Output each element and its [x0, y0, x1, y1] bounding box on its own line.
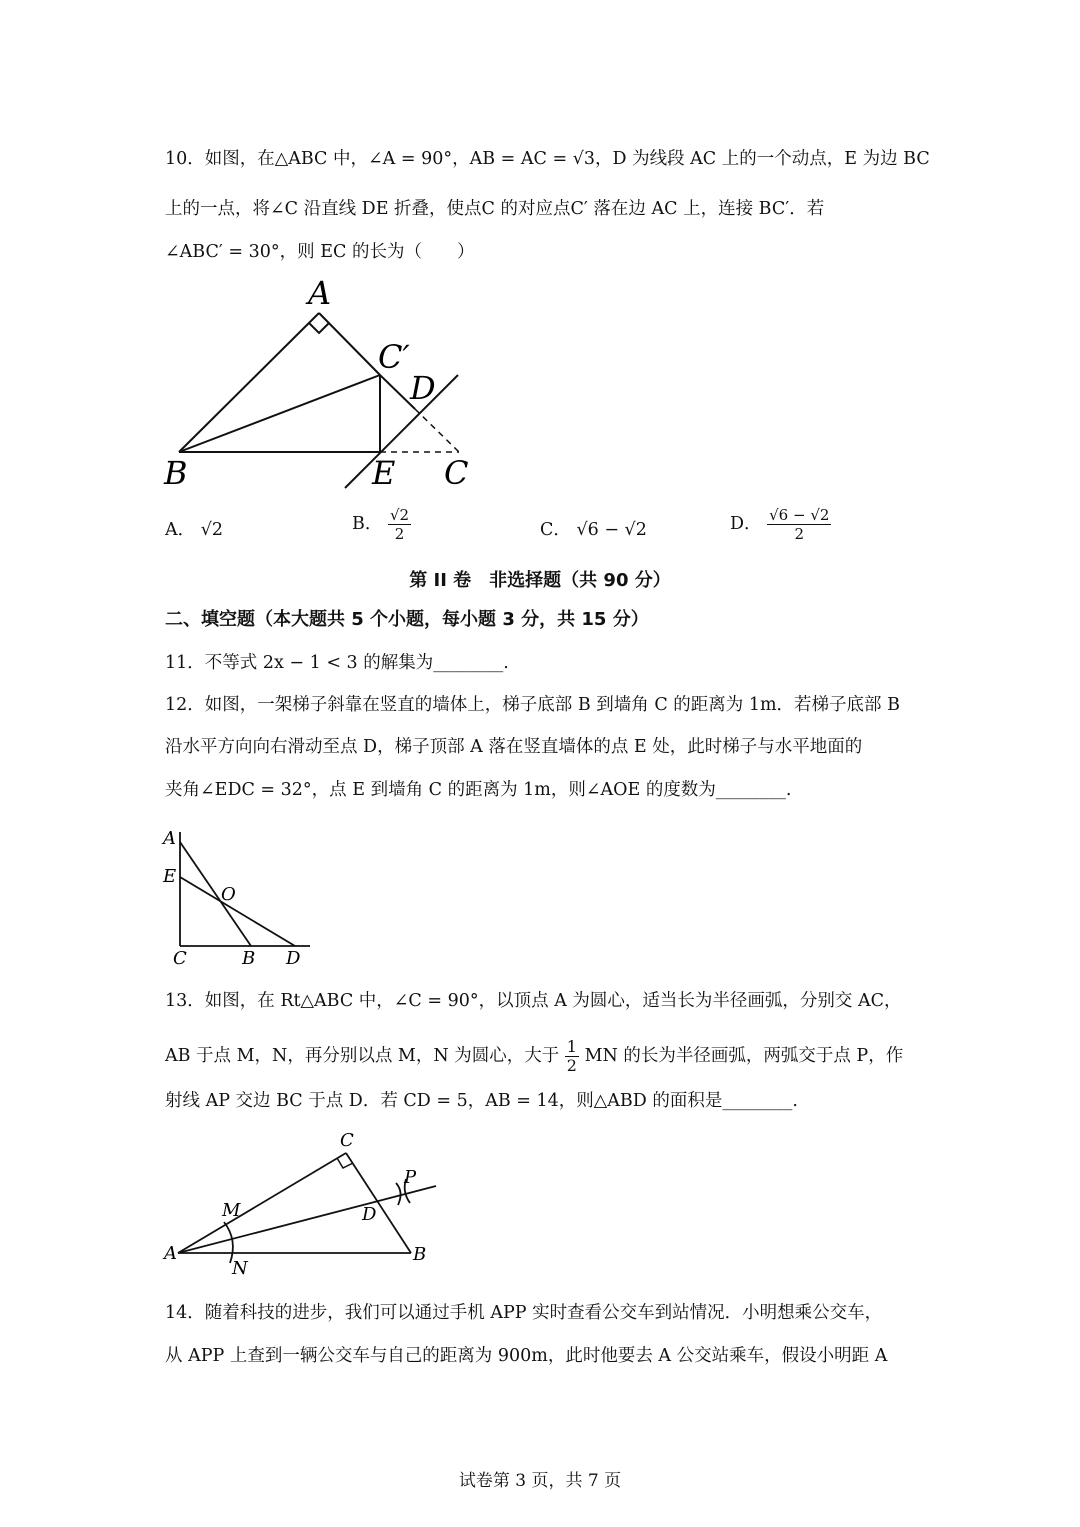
q13-label-d: D — [362, 1204, 377, 1225]
q14-line-1: 14．随着科技的进步，我们可以通过手机 APP 实时查看公交车到站情况．小明想乘公交车， — [165, 1303, 883, 1323]
q10-option-b-label: B． — [352, 514, 383, 534]
q10-right-angle-mark — [309, 323, 329, 333]
q10-option-b-denominator: 2 — [394, 525, 405, 543]
q12-ladder-ed — [180, 877, 295, 946]
q10-figure — [160, 278, 490, 493]
q13-fraction-half — [565, 1038, 579, 1075]
q10-segment-bc-prime — [179, 375, 380, 452]
q12-line-2: 沿水平方向向右滑动至点 D，梯子顶部 A 落在竖直墙体的点 E 处，此时梯子与水平地面的 — [165, 737, 863, 757]
q13-figure — [158, 1128, 448, 1283]
q13-label-n: N — [232, 1258, 248, 1279]
q10-dashed-dc — [415, 409, 459, 452]
q13-segment-cb — [346, 1153, 411, 1253]
q13-label-b: B — [413, 1244, 427, 1265]
q12-ladder-ab — [180, 842, 251, 946]
q13-fraction-numerator: 1 — [566, 1037, 577, 1056]
q12-line-1: 12．如图，一架梯子斜靠在竖直的墙体上，梯子底部 B 到墙角 C 的距离为 1m．若梯子底部 B — [165, 695, 900, 715]
q10-segment-ac-prime — [319, 313, 380, 375]
q12-label-d: D — [286, 948, 301, 969]
q13-label-a: A — [164, 1243, 177, 1264]
q13-arc-mn — [224, 1222, 233, 1263]
q12-label-a: A — [163, 828, 176, 849]
q10-label-e: E — [372, 454, 396, 492]
q13-fraction-denominator: 2 — [566, 1056, 577, 1075]
q10-option-a-label: A． — [165, 520, 196, 540]
q13-arc-p1 — [396, 1183, 401, 1205]
q12-label-o: O — [221, 884, 236, 905]
q10-option-d-label: D． — [730, 514, 762, 534]
q13-label-p: P — [404, 1167, 417, 1188]
q10-segment-ab — [179, 313, 319, 452]
q13-line-2-part-b: MN 的长为半径画弧，两弧交于点 P，作 — [584, 1046, 904, 1066]
q10-option-c — [540, 516, 647, 541]
q10-label-b: B — [164, 454, 188, 492]
q13-line-2 — [165, 1038, 903, 1075]
q13-ray-ap — [178, 1186, 436, 1253]
page-footer: 试卷第 3 页，共 7 页 — [458, 1471, 622, 1491]
q10-option-b — [352, 506, 411, 543]
q10-line-3: ∠ABC′ = 30°，则 EC 的长为（ ） — [165, 242, 475, 262]
q13-line-3: 射线 AP 交边 BC 于点 D．若 CD = 5，AB = 14，则△ABD 的面积是________. — [165, 1091, 798, 1111]
q10-option-a-value: √2 — [200, 520, 224, 540]
q10-option-d-denominator: 2 — [794, 525, 805, 543]
q10-fold-line-de — [345, 375, 458, 488]
q13-label-c: C — [340, 1130, 354, 1151]
q10-option-b-fraction — [388, 506, 411, 543]
q12-label-c: C — [173, 948, 187, 969]
q11-text: 11．不等式 2x − 1 < 3 的解集为________. — [165, 653, 509, 673]
section-title: 第 II 卷 非选择题（共 90 分） — [409, 570, 671, 591]
q12-figure — [158, 822, 318, 972]
part2-heading: 二、填空题（本大题共 5 个小题，每小题 3 分，共 15 分） — [165, 609, 649, 630]
q10-option-c-label: C． — [540, 520, 571, 540]
q12-label-b: B — [242, 948, 256, 969]
q10-label-a: A — [308, 278, 332, 312]
q10-option-d — [730, 506, 831, 543]
q13-segment-ac — [178, 1153, 346, 1253]
q10-option-d-numerator: √6 − √2 — [769, 506, 830, 524]
q13-line-2-part-a: AB 于点 M，N，再分别以点 M，N 为圆心，大于 — [165, 1046, 560, 1066]
q10-line-1: 10．如图，在△ABC 中，∠A = 90°，AB = AC = √3，D 为线段 AC 上的一个动点，E 为边 BC — [165, 149, 930, 169]
q12-line-3: 夹角∠EDC = 32°，点 E 到墙角 C 的距离为 1m，则∠AOE 的度数为________. — [165, 780, 792, 800]
q10-line-2: 上的一点，将∠C 沿直线 DE 折叠，使点C 的对应点C′ 落在边 AC 上，连接 BC′．若 — [165, 199, 825, 219]
q10-option-d-fraction — [767, 506, 831, 543]
q10-option-a — [165, 516, 223, 541]
q10-label-c: C — [444, 454, 469, 492]
q10-label-d: D — [410, 369, 436, 407]
q14-line-2: 从 APP 上查到一辆公交车与自己的距离为 900m，此时他要去 A 公交站乘车，假设小明距 A — [165, 1346, 888, 1366]
q10-label-c-prime: C′ — [378, 338, 410, 376]
q10-option-b-numerator: √2 — [389, 506, 410, 524]
q13-label-m: M — [222, 1200, 241, 1221]
q12-label-e: E — [163, 866, 177, 887]
q13-line-1: 13．如图，在 Rt△ABC 中，∠C = 90°，以顶点 A 为圆心，适当长为半径画弧，分别交 AC， — [165, 991, 902, 1011]
q10-option-c-value: √6 − √2 — [576, 520, 647, 540]
